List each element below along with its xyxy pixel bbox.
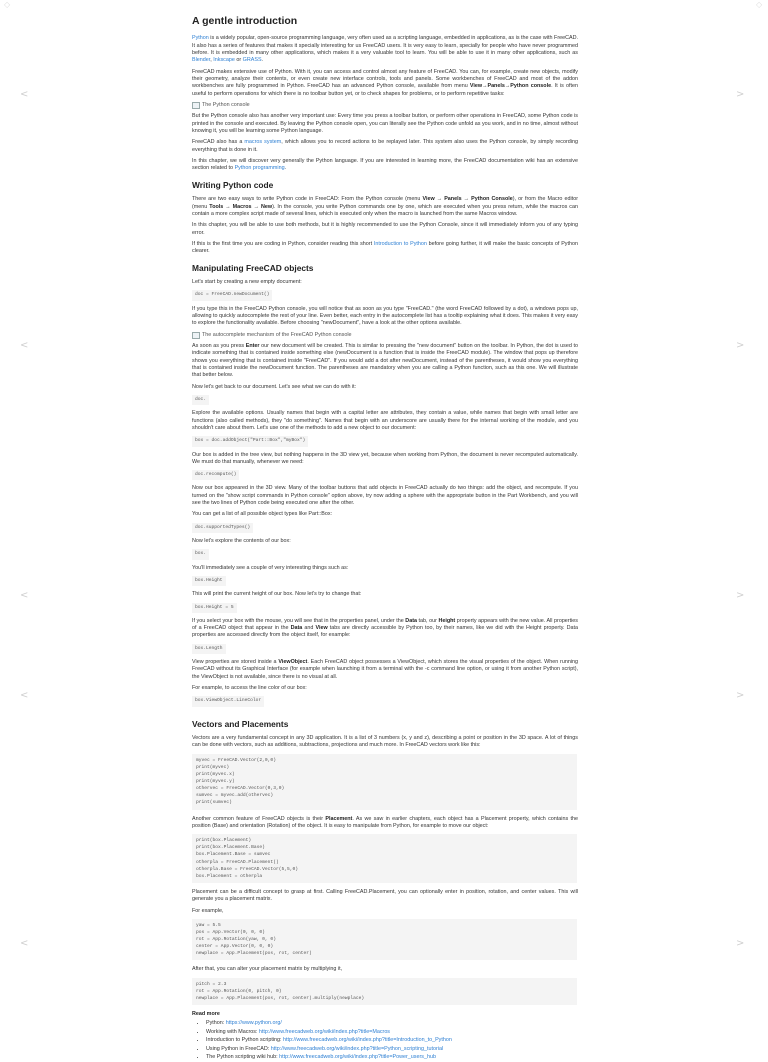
paragraph: You'll immediately see a couple of very interesting things such as: bbox=[192, 564, 349, 571]
next-page-arrow[interactable]: > bbox=[736, 590, 745, 601]
paragraph: In this chapter, you will be able to use both methods, but it is highly recommended to use the Python Console, since it will immediately inform you of any typing error. bbox=[192, 222, 578, 236]
grass-link[interactable]: GRASS bbox=[242, 57, 262, 64]
intro-paragraph: FreeCAD also has a macros system, which allows you to record actions to be replayed later. This system also uses the Python console, by simply recording everything that is done in it. bbox=[192, 139, 578, 153]
intro-paragraph: In this chapter, we will discover very generally the Python language. If you are interested in learning more, the FreeCAD documentation wiki has an extensive section related to Python programming. bbox=[192, 158, 578, 172]
read-more-link[interactable]: http://www.freecadweb.org/wiki/index.php?title=Power_users_hub bbox=[279, 1053, 436, 1060]
code-snippet: doc. bbox=[192, 395, 209, 405]
list-item: • Working with Macros: http://www.freecadweb.org/wiki/index.php?title=Macros bbox=[206, 1029, 578, 1036]
intro-paragraph: But the Python console also has another very important use: Every time you press a toolbar button, or perform other operations in FreeCAD, some Python code is printed in the console and executed. By leaving the Python console open, you can literally see the Python code unfold as you work, and in no time, almost without knowing it, you will be learning some Python language. bbox=[192, 113, 578, 135]
code-snippet: box. bbox=[192, 549, 209, 559]
paragraph: For example, to access the line color of our box: bbox=[192, 685, 307, 692]
blender-link[interactable]: Blender bbox=[192, 57, 211, 64]
paragraph: View properties are stored inside a ViewObject. Each FreeCAD object possesses a ViewObject, which stores the visual properties of the object. When running FreeCAD without its Graphical Interface (for example when launching it from a terminal with the -c command line option, or using it from another Python script), the ViewObject is not available, since there is no visual at all. bbox=[192, 659, 579, 680]
paragraph: You can get a list of all possible object types like Part::Box: bbox=[192, 511, 333, 518]
paragraph: Now let's explore the contents of our box: bbox=[192, 538, 291, 545]
paragraph: Now our box appeared in the 3D view. Many of the toolbar buttons that add objects in FreeCAD actually do two things: add the object, and recompute. If you turned on the "show script commands in Python console" option above, try now adding a sphere with the appropriate button in the Part Workbench, and you will see the two lines of Python code being executed one after the other. bbox=[192, 485, 578, 507]
code-block: yaw = 5.5 pos = App.Vector(0, 0, 0) rot = App.Rotation(yaw, 0, 0) center = App.Vector(0, 0, 0) newplace = App.Placement(pos, rot, center) bbox=[192, 919, 577, 961]
paragraph: After that, you can alter your placement matrix by multiplying it, bbox=[192, 966, 343, 973]
code-snippet: doc.recompute() bbox=[192, 470, 239, 480]
next-page-arrow[interactable]: > bbox=[736, 938, 745, 949]
prev-page-arrow[interactable]: < bbox=[20, 938, 29, 949]
paragraph: This will print the current height of our box. Now let's try to change that: bbox=[192, 591, 362, 598]
paragraph: Let's start by creating a new empty document: bbox=[192, 279, 302, 286]
paragraph: For example, bbox=[192, 907, 224, 914]
prev-page-arrow[interactable]: < bbox=[20, 340, 29, 351]
intro-to-python-link[interactable]: Introduction to Python bbox=[373, 240, 427, 247]
read-more-link[interactable]: https://www.python.org/ bbox=[225, 1020, 282, 1027]
read-more-link[interactable]: http://www.freecadweb.org/wiki/index.php?title=Introduction_to_Python bbox=[283, 1037, 452, 1044]
prev-page-arrow[interactable]: < bbox=[20, 89, 29, 100]
paragraph: Explore the available options. Usually names that begin with a capital letter are attributes, they contain a value, while names that begin with small letter are functions (also called methods), they "do something". Names that begin with an underscore are usually there for the internal working of the module, and you shouldn't care about them. Let's use one of the methods to add a new object to our document: bbox=[192, 410, 578, 431]
prev-page-arrow[interactable]: < bbox=[20, 690, 29, 701]
read-more-heading: Read more bbox=[192, 1011, 220, 1018]
intro-paragraph: FreeCAD makes extensive use of Python. With it, you can access and control almost any feature of FreeCAD. You can, for example, create new objects, modify their geometry, analyze their contents, or even create new interface controls, tools and panels. Some workbenches of FreeCAD and most of the addon workbenches are fully programmed in Python. FreeCAD has an advanced Python console, available from menu View→Panels→Python console. It is often useful to perform operations for which there is no toolbar button yet, or to check shapes for problems, or to perform repetitive tasks: bbox=[192, 68, 578, 97]
figure-autocomplete: The autocomplete mechanism of the FreeCAD Python console bbox=[192, 332, 578, 339]
article bbox=[192, 14, 578, 1062]
page-title: A gentle introduction bbox=[192, 15, 298, 27]
list-item: • Using Python in FreeCAD: http://www.freecadweb.org/wiki/index.php?title=Python_scripting_tutorial bbox=[206, 1046, 578, 1053]
code-snippet: box.Length bbox=[192, 644, 226, 654]
intro-paragraph: Python is a widely popular, open-source programming language, very often used as a scripting language, embedded in applications, as is the case with FreeCAD. It also has a series of features that makes it specially interesting for us FreeCAD users. It is very easy to learn, specially for people who have never programmed before. It is embedded in many other applications, which makes it a very valuable tool to learn. You will be able to use it in many other applications, such as Blender, Inkscape or GRASS. bbox=[192, 35, 578, 64]
figure-python-console: The Python console bbox=[192, 102, 578, 109]
next-page-arrow[interactable]: > bbox=[736, 340, 745, 351]
macros-link[interactable]: macros system bbox=[244, 139, 282, 146]
code-snippet: doc = FreeCAD.newDocument() bbox=[192, 290, 272, 300]
python-link[interactable]: Python bbox=[192, 35, 209, 42]
read-more-link[interactable]: http://www.freecadweb.org/wiki/index.php?title=Macros bbox=[258, 1028, 391, 1035]
paragraph: Our box is added in the tree view, but nothing happens in the 3D view yet, because when working from Python, the document is never recomputed automatically. We must do that manually, whenever we need: bbox=[192, 451, 578, 465]
paragraph: As soon as you press Enter our new document will be created. This is similar to pressing the "new document" button on the toolbar. In Python, the dot is used to indicate something that is contained inside something else (newDocument is a function that is inside the FreeCAD module). The window that pops up therefore shows you everything that is contained inside "FreeCAD". If you would add a dot after newDocument, instead of the parentheses, it would show you everything that is contained inside the newDocument function. The parentheses are mandatory when you are calling a Python function, such as this one. We will illustrate that better below. bbox=[192, 342, 579, 379]
python-programming-link[interactable]: Python programming bbox=[234, 165, 285, 172]
code-block: print(box.Placement) print(box.Placement.Base) box.Placement.Base = sumvec otherpla = FreeCAD.Placement() otherpla.Base = FreeCAD.Vector(5,5,0) box.Placement = otherpla bbox=[192, 834, 577, 883]
code-snippet: doc.supportedTypes() bbox=[192, 523, 253, 533]
read-more-link[interactable]: http://www.freecadweb.org/wiki/index.php?title=Python_scripting_tutorial bbox=[270, 1045, 444, 1052]
code-snippet: box.ViewObject.LineColor bbox=[192, 696, 264, 706]
list-item: • The Python scripting wiki hub: http://www.freecadweb.org/wiki/index.php?title=Power_users_hub bbox=[206, 1054, 578, 1061]
next-page-arrow[interactable]: > bbox=[736, 89, 745, 100]
paragraph: Placement can be a difficult concept to grasp at first. Calling FreeCAD.Placement, you can optionally enter in position, rotation, and center values. This will generate you a placement matrix. bbox=[192, 888, 578, 903]
paragraph: There are two easy ways to write Python code in FreeCAD: From the Python console (menu View → Panels → Python Console), or from the Macro editor (menu Tools → Macros → New). In the console, you write Python commands one by one, which are executed when you press return, while the macros can contain a more complex script made of several lines, which is executed only when the macro is launched from the same Macros window. bbox=[192, 196, 578, 217]
code-snippet: box.Height = 5 bbox=[192, 603, 237, 613]
read-more-list bbox=[192, 1020, 578, 1061]
code-snippet: box = doc.addObject("Part::Box","myBox") bbox=[192, 436, 308, 446]
next-page-arrow[interactable]: > bbox=[736, 690, 745, 701]
inkscape-link[interactable]: Inkscape bbox=[213, 57, 235, 64]
list-item: • Python: https://www.python.org/ bbox=[206, 1020, 578, 1027]
corner-mark-top-left: ◇ bbox=[4, 0, 11, 9]
paragraph: Now let's get back to our document. Let's see what we can do with it: bbox=[192, 383, 357, 390]
section-heading: Writing Python code bbox=[192, 179, 274, 190]
list-item: • Introduction to Python scripting: http://www.freecadweb.org/wiki/index.php?title=Introduction_to_Python bbox=[206, 1037, 578, 1044]
paragraph: If you select your box with the mouse, you will see that in the properties panel, under the Data tab, our Height property appears with the new value. All properties of a FreeCAD object that appear in the Data and View tabs are directly accessible by Python too, by their names, like we did with the Height property. Data properties are accessed directly from the object itself, for example: bbox=[192, 617, 578, 639]
broken-image-icon bbox=[192, 332, 200, 339]
paragraph: Vectors are a very fundamental concept in any 3D application. It is a list of 3 numbers (x, y and z), describing a point or position in the 3D space. A lot of things can be done with vectors, such as additions, subtractions, projections and much more. In FreeCAD vectors work like this: bbox=[192, 735, 578, 749]
paragraph: If this is the first time you are coding in Python, consider reading this short Introduction to Python before going further, it will make the basic concepts of Python clearer. bbox=[192, 240, 578, 255]
code-snippet: box.Height bbox=[192, 576, 226, 586]
paragraph: Another common feature of FreeCAD objects is their Placement. As we saw in earlier chapters, each object has a Placement property, which contains the position (Base) and orientation (Rotation) of the object. It is easy to manipulate from Python, for example to move our object: bbox=[192, 815, 578, 829]
corner-mark-top-right: ◇ bbox=[756, 0, 763, 9]
section-heading: Manipulating FreeCAD objects bbox=[192, 262, 314, 273]
prev-page-arrow[interactable]: < bbox=[20, 590, 29, 601]
code-block: pitch = 2.3 rot = App.Rotation(0, pitch, 0) newplace = App.Placement(pos, rot, center).multiply(newplace) bbox=[192, 978, 577, 1005]
code-block: myvec = FreeCAD.Vector(2,0,0) print(myvec) print(myvec.x) print(myvec.y) othervec = FreeCAD.Vector(0,3,0) sumvec = myvec.add(othervec) print(sumvec) bbox=[192, 754, 577, 810]
section-heading: Vectors and Placements bbox=[192, 718, 289, 729]
broken-image-icon bbox=[192, 102, 200, 109]
paragraph: If you type this in the FreeCAD Python console, you will notice that as soon as you type "FreeCAD." (the word FreeCAD followed by a dot), a windows pops up, allowing to quickly autocomplete the rest of your line. Even better, each entry in the autocomplete list has a tooltip explaining what it does. This makes it very easy to explore the functionality available. Before choosing "newDocument", have a look at the other options available. bbox=[192, 305, 578, 327]
